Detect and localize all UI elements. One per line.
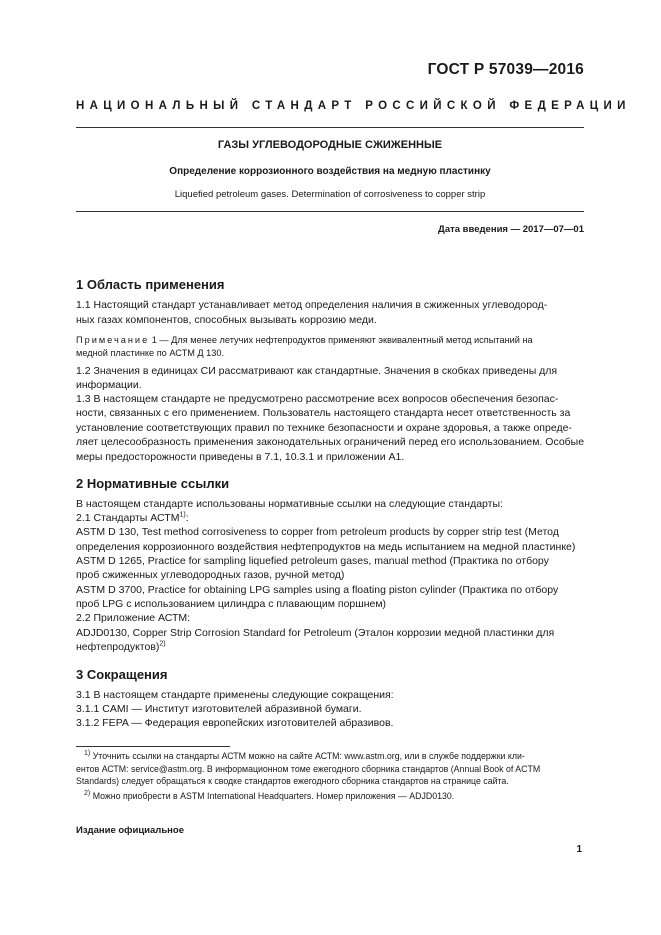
title-main: ГАЗЫ УГЛЕВОДОРОДНЫЕ СЖИЖЕННЫЕ: [217, 139, 443, 151]
official-edition-label: Издание официальное: [76, 825, 184, 836]
page-number: 1: [576, 844, 582, 855]
text: 2.1 Стандарты АСТМ: [76, 512, 180, 524]
s2-line6: проб сжиженных углеводородных газов, ручной метод): [76, 569, 345, 581]
s2-line4: определения коррозионного воздействия нефтепродуктов на медь испытанием на медной пластинке): [76, 541, 576, 553]
s1-p3-line5: меры предосторожности приведены в 7.1, 10.3.1 и приложении А1.: [76, 451, 405, 463]
text: 1.1 Настоящий стандарт устанавливает метод определения наличия в сжиженных углеводород-: [76, 299, 548, 311]
s3-line1: 3.1 В настоящем стандарте применены следующие сокращения:: [76, 689, 394, 701]
s1-p2-line2: информации.: [76, 379, 142, 391]
footnote-1-line3: Standards) следует обращаться к сводке стандартов ежегодного сборника стандартов на странице сайта.: [76, 776, 509, 786]
title-sub: Определение коррозионного воздействия на медную пластинку: [169, 166, 491, 177]
title-english: Liquefied petroleum gases. Determination of corrosiveness to copper strip: [174, 189, 486, 200]
footnote-1-line2: ентов АСТМ: service@astm.org. В информационном томе ежегодного сборника стандартов (Annual Book of ACTM: [76, 764, 541, 774]
s1-p2-line1: 1.2 Значения в единицах СИ рассматривают как стандартные. Значения в скобках приведены для: [76, 365, 558, 377]
s2-line11: [76, 640, 584, 655]
note-line1: [76, 334, 584, 347]
s2-line3: ASTM D 130, Test method corrosiveness to copper from petroleum products by copper strip test (Метод: [76, 526, 559, 538]
title-rule: [76, 211, 584, 212]
s1-p1-line2: ных газах компонентов, способных вызывать коррозию меди.: [76, 314, 377, 326]
s2-line1: В настоящем стандарте использованы нормативные ссылки на следующие стандарты:: [76, 498, 503, 510]
introduction-date: Дата введения — 2017—07—01: [438, 224, 584, 235]
s1-p3-line1: 1.3 В настоящем стандарте не предусмотрено рассмотрение всех вопросов обеспечения безопас-: [76, 393, 559, 405]
s2-line5: ASTM D 1265, Practice for sampling liquefied petroleum gases, manual method (Практика по отбору: [76, 555, 549, 567]
s2-line8: проб LPG с использованием цилиндра с плавающим поршнем): [76, 598, 387, 610]
footnote-ref-1: 1): [179, 511, 186, 519]
text: Уточнить ссылки на стандарты АСТМ можно на сайте АСТМ: www.astm.org, или в службе поддержки кли-: [92, 751, 525, 761]
footnote-rule: [76, 746, 230, 747]
section-2-heading: 2 Нормативные ссылки: [76, 476, 230, 491]
s1-p3-line2: ности, связанных с его применением. Пользователь настоящего стандарта несет ответственность за: [76, 407, 571, 419]
s3-line2: 3.1.1 CAMI — Институт изготовителей абразивной бумаги.: [76, 703, 362, 715]
text: Можно приобрести в ASTM International Headquarters. Номер приложения — ADJD0130.: [92, 791, 455, 801]
s3-line3: 3.1.2 FEPA — Федерация европейских изготовителей абразивов.: [76, 717, 394, 729]
note-line2: медной пластинке по АСТМ Д 130.: [76, 348, 225, 358]
section-1-heading: 1 Область применения: [76, 277, 225, 292]
footnote-2: [76, 790, 584, 803]
note-text: 1 — Для менее летучих нефтепродуктов применяют эквивалентный метод испытаний на: [151, 335, 533, 345]
section-3-heading: 3 Сокращения: [76, 667, 168, 682]
note-label: Примечание: [76, 335, 150, 345]
s2-line7: ASTM D 3700, Practice for obtaining LPG samples using a floating piston cylinder (Практика по отбору: [76, 584, 559, 596]
s1-p3-line4: ляет целесообразность применения законодательных ограничений перед его использованием. Особые: [76, 436, 585, 448]
top-rule: [76, 127, 584, 128]
text: :: [185, 512, 189, 524]
s1-p1-line1: [76, 298, 584, 313]
footnote-1-line1: [76, 750, 584, 763]
s2-line2: [76, 511, 584, 526]
text: нефтепродуктов): [76, 641, 160, 653]
footnote-2-mark: 2): [84, 790, 91, 798]
footnote-ref-2: 2): [159, 640, 166, 648]
footnote-1-mark: 1): [84, 750, 91, 758]
national-standard-banner: НАЦИОНАЛЬНЫЙ СТАНДАРТ РОССИЙСКОЙ ФЕДЕРАЦИИ: [76, 100, 631, 112]
s2-line10: ADJD0130, Copper Strip Corrosion Standard for Petroleum (Эталон коррозии медной пластинки для: [76, 627, 555, 639]
s1-p3-line3: установление соответствующих правил по технике безопасности и охране здоровья, а также опреде-: [76, 422, 572, 434]
document-id: ГОСТ Р 57039—2016: [427, 61, 584, 78]
s2-line9: 2.2 Приложение АСТМ:: [76, 612, 191, 624]
